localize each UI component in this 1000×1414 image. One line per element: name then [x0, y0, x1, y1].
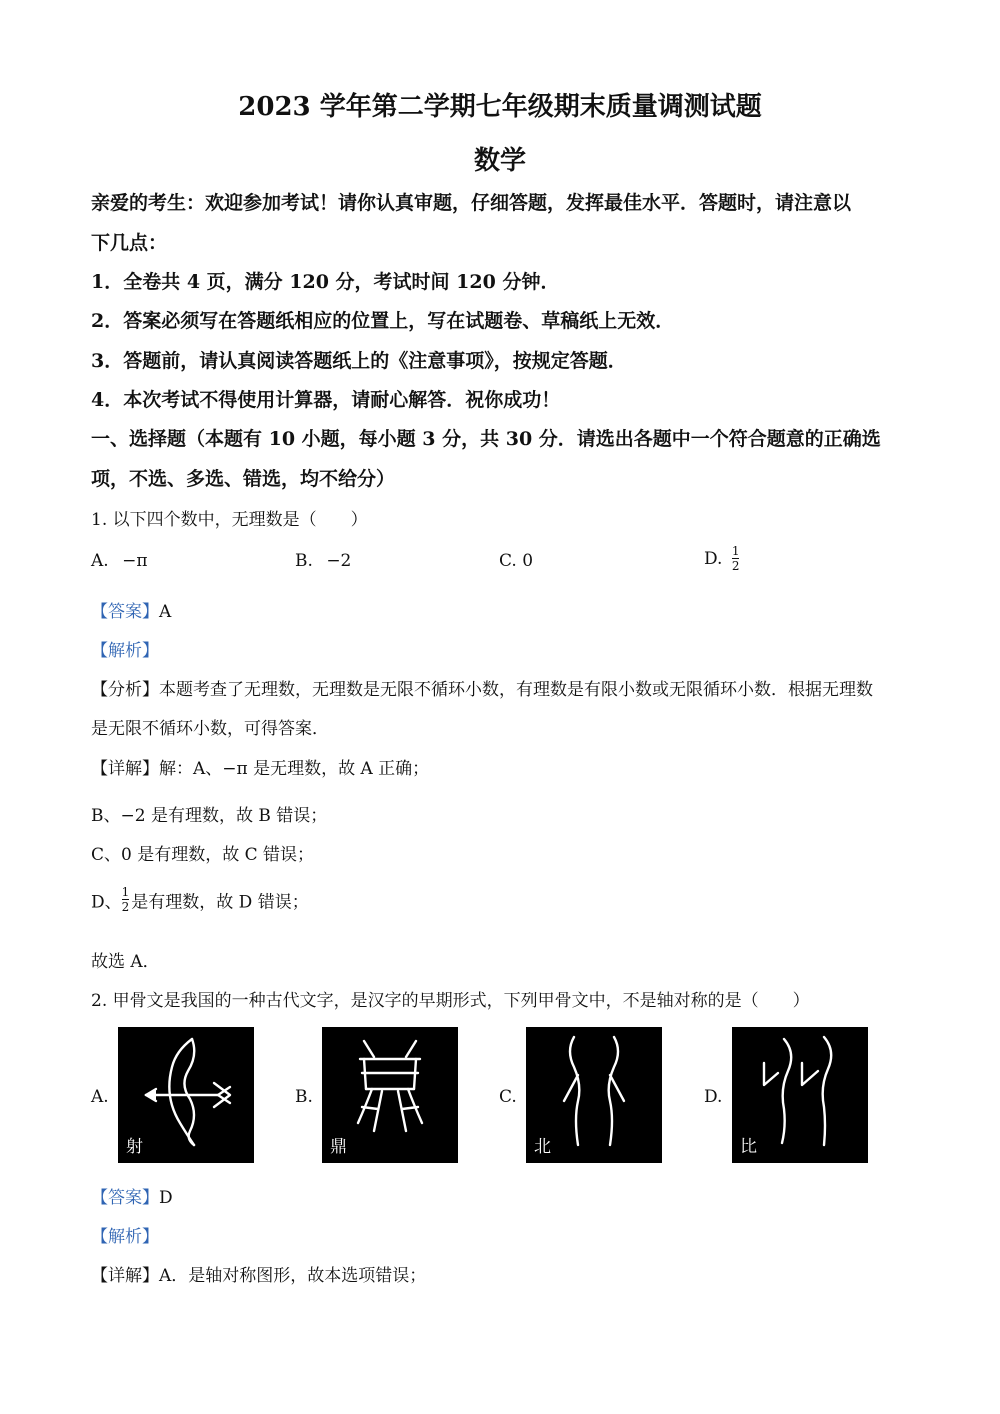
- q2-answer-value: D: [159, 1188, 173, 1208]
- q1-detail-d-suffix: 是有理数，故 D 错误；: [131, 892, 309, 913]
- section1-heading-line1: 一、选择题（本题有 10 小题，每小题 3 分，共 30 分．请选出各题中一个符合题意的正确选: [91, 428, 881, 450]
- q2-answer-tag: 【答案】: [91, 1188, 159, 1208]
- q1-option-a-value: −π: [122, 551, 148, 571]
- q2-stem: 2. 甲骨文是我国的一种古代文字，是汉字的早期形式，下列甲骨文中，不是轴对称的是（ ）: [91, 991, 810, 1011]
- q1-fenxi-tag: 【分析】: [91, 680, 159, 700]
- q1-conclusion: 故选 A．: [91, 952, 160, 972]
- instructions-intro-line2: 下几点：: [91, 232, 168, 254]
- q2-option-b-char: 鼎: [330, 1137, 347, 1157]
- instruction-item-1: 1．全卷共 4 页，满分 120 分，考试时间 120 分钟．: [91, 271, 560, 293]
- instructions-intro-line1: 亲爱的考生：欢迎参加考试！请你认真审题，仔细答题，发挥最佳水平．答题时，请注意以: [91, 192, 852, 214]
- instruction-item-2: 2．答案必须写在答题纸相应的位置上，写在试题卷、草稿纸上无效．: [91, 310, 675, 332]
- q2-option-d-char: 比: [740, 1137, 757, 1157]
- q1-detail-d: [91, 886, 309, 914]
- q2-option-d-label: D.: [704, 1087, 723, 1107]
- q2-option-a-image: [118, 1027, 254, 1163]
- q1-option-d-numerator: 1: [731, 544, 740, 558]
- q1-option-b-label: B.: [295, 551, 313, 571]
- q2-detail-tag: 【详解】: [91, 1266, 159, 1286]
- q1-option-d-denominator: 2: [731, 559, 740, 573]
- q2-option-a-char: 射: [126, 1137, 143, 1157]
- q1-option-d-label: D.: [704, 549, 723, 569]
- q1-fenxi-text1: 本题考查了无理数，无理数是无限不循环小数，有理数是有限小数或无限循环小数．根据无理数: [159, 680, 873, 700]
- q1-detail-a-text: 解：A、−π 是无理数，故 A 正确；: [159, 759, 430, 779]
- q2-option-c-image: [526, 1027, 662, 1163]
- q2-option-c-char: 北: [534, 1137, 551, 1157]
- q1-stem: 1. 以下四个数中，无理数是（ ）: [91, 510, 368, 530]
- q1-option-b: [295, 551, 351, 571]
- q2-detail-a: [91, 1261, 426, 1286]
- instruction-item-3: 3．答题前，请认真阅读答题纸上的《注意事项》，按规定答题．: [91, 350, 627, 372]
- q1-option-c: C. 0: [499, 551, 534, 571]
- q2-option-a-label: A.: [91, 1087, 109, 1107]
- exam-title: 2023 学年第二学期七年级期末质量调测试题: [238, 92, 762, 122]
- q1-analysis-tag: 【解析】: [91, 641, 159, 661]
- q2-answer-line: [91, 1183, 173, 1208]
- q1-detail-c: C、0 是有理数，故 C 错误；: [91, 845, 315, 865]
- q2-option-d-image: [732, 1027, 868, 1163]
- q1-option-a: [91, 551, 148, 571]
- q2-option-c-label: C.: [499, 1087, 517, 1107]
- q1-detail-a: [91, 754, 429, 779]
- q2-option-b-label: B.: [295, 1087, 313, 1107]
- q1-option-d: [704, 545, 739, 573]
- q2-analysis-tag: 【解析】: [91, 1227, 159, 1247]
- section1-heading-line2: 项，不选、多选、错选，均不给分）: [91, 468, 396, 490]
- q1-option-a-label: A.: [91, 551, 109, 571]
- q1-detail-d-fraction: [122, 886, 130, 914]
- q1-detail-d-prefix: D、: [91, 892, 122, 913]
- q1-answer-value: A: [159, 602, 172, 622]
- q1-detail-b: B、−2 是有理数，故 B 错误；: [91, 806, 328, 826]
- q1-fenxi-line1: [91, 675, 873, 700]
- q1-option-d-fraction: [732, 545, 740, 573]
- subject-title: 数学: [473, 146, 526, 176]
- q1-detail-d-numerator: 1: [121, 885, 130, 899]
- q1-option-b-value: −2: [326, 551, 352, 571]
- q1-fenxi-line2: 是无限不循环小数，可得答案．: [91, 719, 329, 739]
- q1-answer-tag: 【答案】: [91, 602, 159, 622]
- q2-option-b-image: [322, 1027, 458, 1163]
- q2-detail-a-text: A．是轴对称图形，故本选项错误；: [159, 1266, 427, 1286]
- q1-detail-d-denominator: 2: [121, 900, 130, 914]
- q1-detail-tag: 【详解】: [91, 759, 159, 779]
- q1-answer-line: [91, 597, 171, 622]
- instruction-item-4: 4．本次考试不得使用计算器，请耐心解答．祝你成功！: [91, 389, 561, 411]
